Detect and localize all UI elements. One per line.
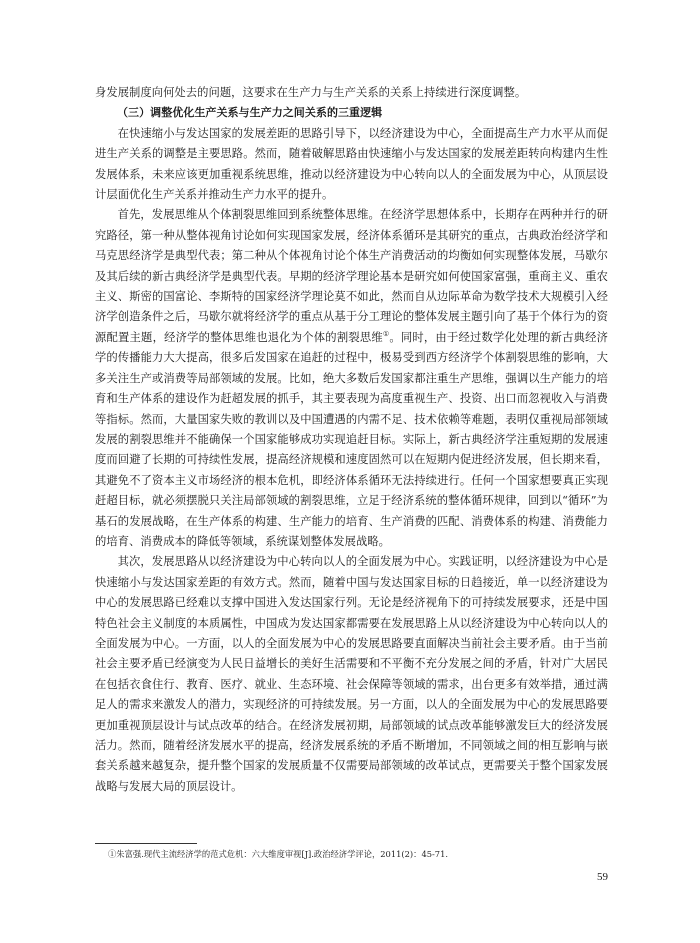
paragraph-1: 在快速缩小与发达国家的发展差距的思路引导下，以经济建设为中心，全面提高生产力水平从而促进生产关系的调整是主要思路。然而，随着破解思路由快速缩小与发达国家的发展差距转向构建内生性发展体系，未来应该更加重视系统思维，推动以经济建设为中心转向以人的全面发展为中心，从顶层设计层面优化生产关系并推动生产力水平的提升。 [95, 126, 608, 202]
carryover-paragraph: 身发展制度向何处去的问题，这要求在生产力与生产关系的关系上持续进行深度调整。 [95, 86, 527, 99]
footnote: ①朱富强.现代主流经济学的范式危机：六大维度审视[J].政治经济学评论，2011(2)：45-71. [108, 849, 449, 859]
paragraph-2 [95, 205, 608, 552]
footnote-marker[interactable]: ① [382, 330, 390, 339]
section-heading: （三）调整优化生产关系与生产力之间关系的三重逻辑 [117, 106, 383, 120]
paragraph-3: 其次，发展思路从以经济建设为中心转向以人的全面发展为中心。实践证明，以经济建设为中心是快速缩小与发达国家差距的有效方式。然而，随着中国与发达国家目标的日趋接近，单一以经济建设为中心的发展思路已经难以支撑中国进入发达国家行列。无论是经济视角下的可持续发展要求，还是中国特色社会主义制度的本质属性，中国成为发达国家都需要在发展思路上从以经济建设为中心转向以人的全面发展为中心。一方面，以人的全面发展为中心的发展思路要直面解决当前社会主要矛盾。由于当前社会主要矛盾已经演变为人民日益增长的美好生活需要和不平衡不充分发展之间的矛盾，针对广大居民在包括衣食住行、教育、医疗、就业、生态环境、社会保障等领域的需求，出台更多有效举措，通过满足人的需求来激发人的潜力，实现经济的可持续发展。另一方面，以人的全面发展为中心的发展思路要更加重视顶层设计与试点改革的结合。在经济发展初期，局部领域的试点改革能够激发巨大的经济发展活力。然而，随着经济发展水平的提高，经济发展系统的矛盾不断增加，不同领域之间的相互影响与嵌套关系越来越复杂，提升整个国家的发展质量不仅需要局部领域的改革试点，更需要关于整个国家发展战略与发展大局的顶层设计。 [95, 555, 608, 793]
paragraph-2-text-a: 首先，发展思维从个体割裂思维回到系统整体思维。在经济学思想体系中，长期存在两种并行的研究路径，第一种从整体视角讨论如何实现国家发展，经济体系循环是其研究的重点，古典政治经济学和马克思经济学是典型代表；第二种从个体视角讨论个体生产消费活动的均衡如何实现整体发展，马歇尔及其后续的新古典经济学是典型代表。早期的经济学理论基本是研究如何使国家富强，重商主义、重农主义、斯密的国富论、李斯特的国家经济学理论莫不如此，然而自从边际革命为数学技术大规模引入经济学创造条件之后，马歇尔就将经济学的重点从基于分工理论的整体发展主题引向了基于个体行为的资源配置主题，经济学的整体思维也退化为个体的割裂思维 [95, 208, 608, 344]
footnote-divider [95, 843, 197, 844]
paragraph-2-text-b: 。同时，由于经过数学化处理的新古典经济学的传播能力大大提高，很多后发国家在追赶的过程中，极易受到西方经济学个体割裂思维的影响，大多关注生产或消费等局部领域的发展。比如，绝大多数后发国家都注重生产思维，强调以生产能力的培育和生产体系的建设作为赶超发展的抓手，其主要表现为高度重视生产、投资、出口而忽视收入与消费等指标。然而，大量国家失败的教训以及中国遭遇的内需不足、技术依赖等难题，表明仅重视局部领域发展的割裂思维并不能确保一个国家能够成功实现追赶目标。实际上，新古典经济学注重短期的发展速度而回避了长期的可持续性发展，提高经济规模和速度固然可以在短期内促进经济发展，但长期来看，其避免不了资本主义市场经济的根本危机，即经济体系循环无法持续进行。任何一个国家想要真正实现赶超目标，就必须摆脱只关注局部领域的割裂思维，立足于经济系统的整体循环规律，回到以“循环”为基石的发展战略，在生产体系的构建、生产能力的培育、生产消费的匹配、消费体系的构建、消费能力的培育、消费成本的降低等领域，系统谋划整体发展战略。 [95, 330, 608, 548]
article-body [95, 83, 608, 797]
page-number: 59 [597, 871, 608, 883]
